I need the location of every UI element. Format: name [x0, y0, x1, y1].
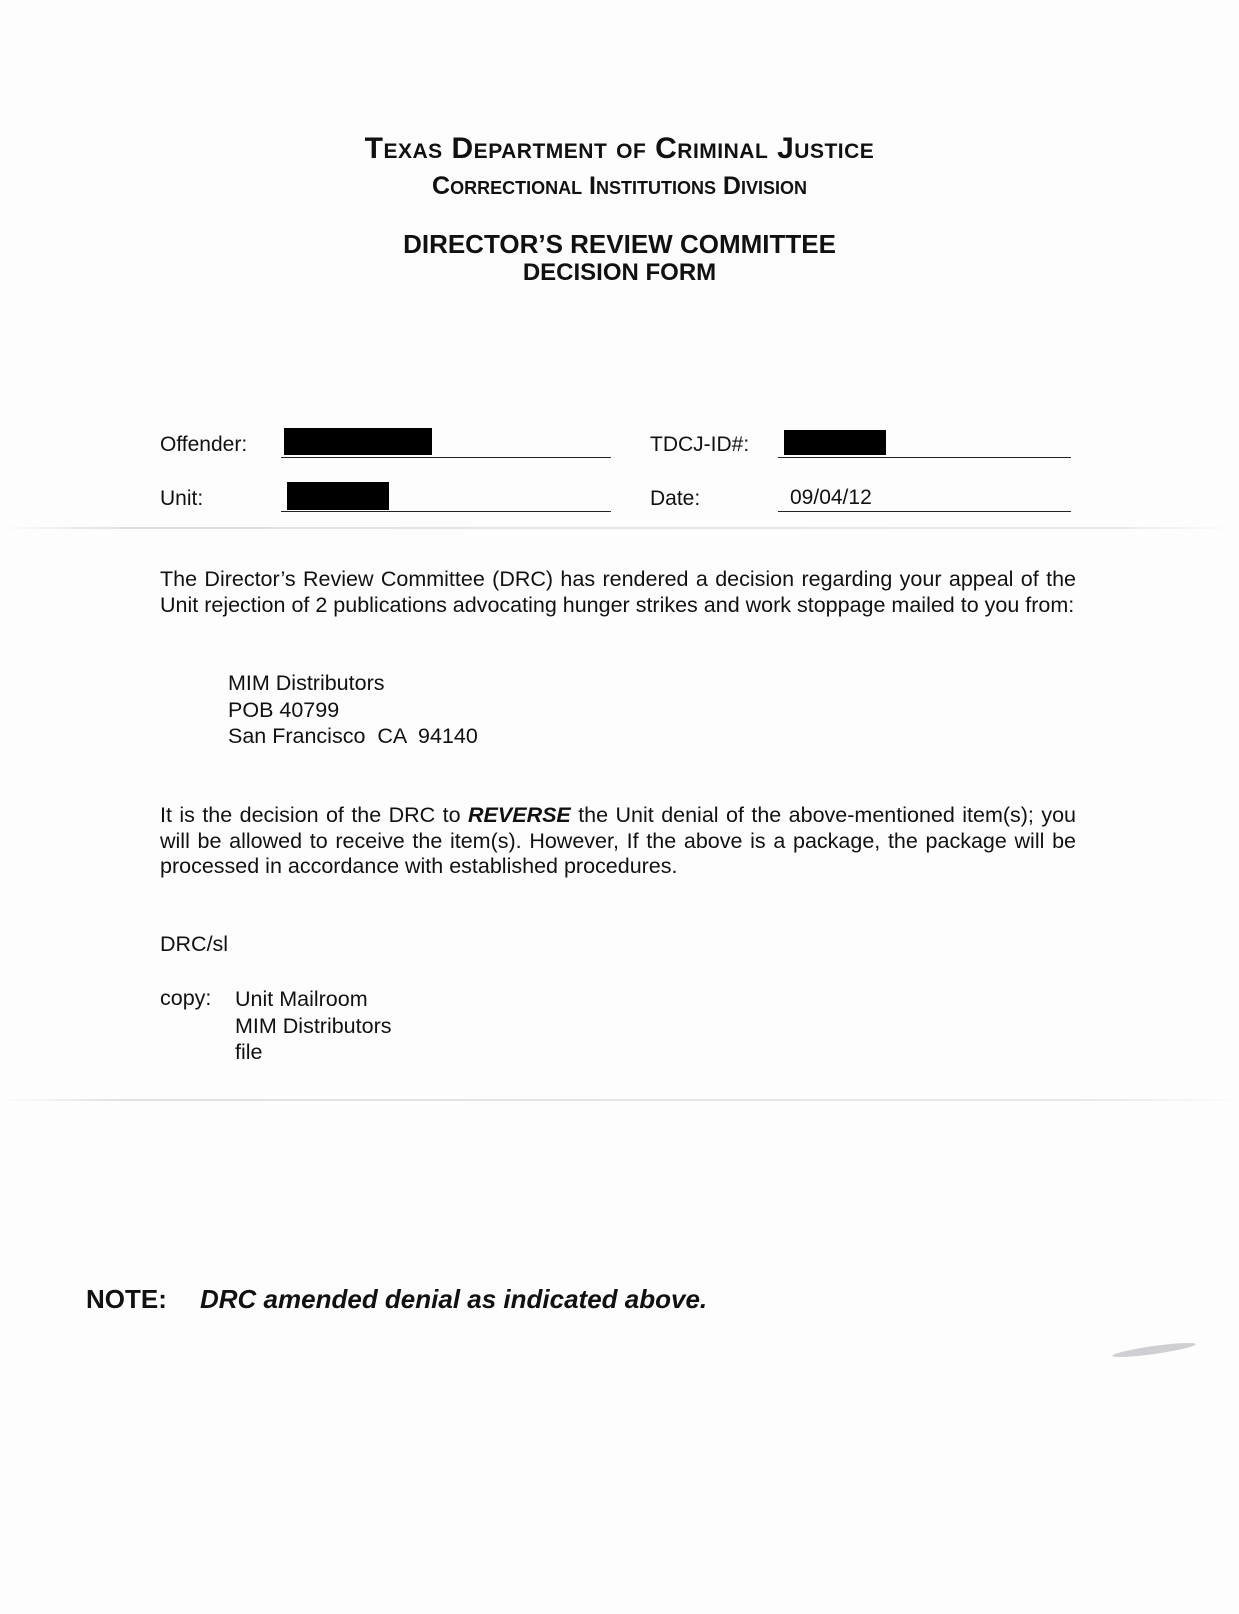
sender-address: [228, 670, 478, 750]
unit-redaction: [287, 482, 389, 510]
decision-suffix: the Unit denial of the above-mentioned item(s); you will be allowed to receive the item(s). However, If the above is a package, the package will be processed in accordance with established procedures.: [160, 803, 1076, 878]
offender-field-line: [281, 457, 611, 458]
reference-initials: DRC/sl: [160, 932, 229, 956]
address-line: MIM Distributors: [228, 671, 385, 695]
copy-recipient: Unit Mailroom: [235, 987, 368, 1011]
decision-emphasis: REVERSE: [468, 803, 571, 827]
offender-label: Offender:: [160, 433, 248, 456]
note-label: NOTE:: [86, 1284, 167, 1314]
date-field-line: [778, 511, 1071, 512]
date-label: Date:: [650, 487, 701, 510]
tdcj-id-label: TDCJ-ID#:: [650, 433, 750, 456]
offender-redaction: [284, 428, 432, 455]
form-title: DIRECTOR’S REVIEW COMMITTEE: [403, 229, 836, 259]
tdcj-id-redaction: [784, 430, 886, 455]
paper-fold-line: [0, 1099, 1239, 1101]
intro-paragraph: The Director’s Review Committee (DRC) has rendered a decision regarding your appeal of the Unit rejection of 2 publications advocating hunger strikes and work stoppage mailed to you from:: [160, 567, 1076, 617]
agency-name: Texas Department of Criminal Justice: [364, 132, 875, 165]
ink-smudge: [1112, 1340, 1196, 1360]
copy-recipient: MIM Distributors: [235, 1013, 392, 1038]
decision-prefix: It is the decision of the DRC to: [160, 803, 469, 827]
unit-field-line: [281, 511, 611, 512]
form-subtitle: DECISION FORM: [522, 259, 717, 286]
copy-label: copy:: [160, 986, 212, 1010]
address-line: POB 40799: [228, 697, 340, 722]
date-value: 09/04/12: [790, 486, 872, 509]
address-line: San Francisco CA 94140: [228, 724, 478, 748]
note-text: DRC amended denial as indicated above.: [200, 1284, 708, 1314]
copy-recipient: file: [235, 1040, 263, 1064]
decision-paragraph: [160, 803, 1076, 880]
unit-label: Unit:: [160, 487, 204, 510]
paper-fold-line: [0, 527, 1239, 529]
copy-recipients: [235, 986, 391, 1066]
division-name: Correctional Institutions Division: [432, 172, 807, 200]
tdcj-id-field-line: [778, 457, 1071, 458]
